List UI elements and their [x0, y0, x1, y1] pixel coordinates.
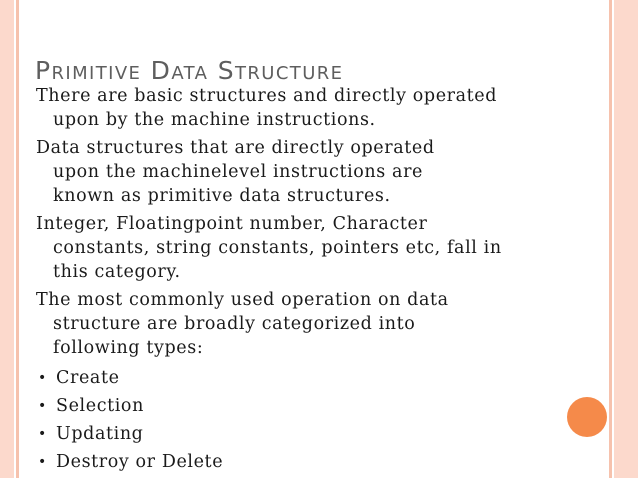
left-border-line [16, 0, 19, 478]
list-item-label: Create [56, 368, 120, 388]
paragraph-basic-structures: There are basic structures and directly operated upon by the machine instructions. [36, 86, 498, 130]
paragraph-direct-operations: Data structures that are directly operated upon the machinelevel instructions are known as primitive data structures. [36, 138, 435, 206]
paragraph-examples: Integer, Floatingpoint number, Character constants, string constants, pointers etc, fall in this category. [36, 214, 502, 282]
bullet-dot-icon: • [38, 398, 47, 414]
list-item [36, 420, 596, 448]
list-item [36, 448, 596, 476]
right-border-band [614, 0, 638, 478]
operation-types-list [36, 364, 596, 476]
bullet-dot-icon: • [38, 426, 47, 442]
right-border-line [609, 0, 612, 478]
list-item-label: Selection [56, 396, 144, 416]
bullet-dot-icon: • [38, 454, 47, 470]
bullet-dot-icon: • [38, 370, 47, 386]
list-item [36, 364, 596, 392]
list-item-label: Destroy or Delete [56, 452, 224, 472]
list-item [36, 392, 596, 420]
paragraph-operations-intro: The most commonly used operation on data structure are broadly categorized into following types: [36, 290, 449, 358]
slide-body [36, 84, 596, 476]
list-item-label: Updating [56, 424, 144, 444]
left-border-band [0, 0, 14, 478]
slide-title: Primitive Data Structure [35, 56, 344, 85]
